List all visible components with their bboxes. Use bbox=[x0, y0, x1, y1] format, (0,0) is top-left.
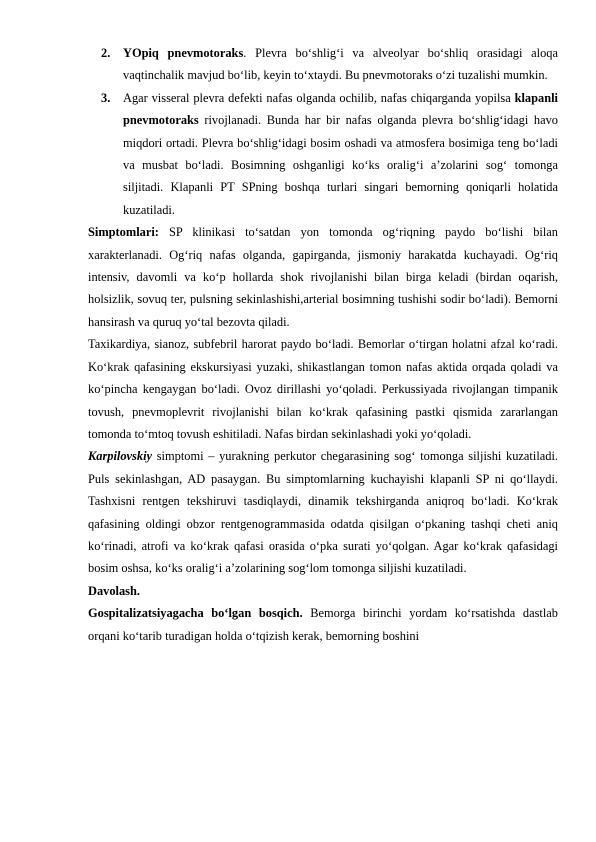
list-paragraph bbox=[123, 87, 558, 221]
hospital-text: Bemorga birinchi yordam ko‘rsatishda dastlab orqani ko‘tarib turadigan holda o‘tqizish kerak, bemorning boshini bbox=[88, 606, 559, 643]
karpilovskiy-term: Karpilovskiy bbox=[88, 449, 153, 464]
symptoms-paragraph bbox=[88, 221, 558, 333]
term-klapanli-pnevmotoraks: klapanli pnevmotoraks bbox=[123, 90, 558, 128]
list-number: 2. bbox=[101, 46, 111, 60]
list-paragraph bbox=[123, 42, 558, 87]
document-page bbox=[88, 42, 558, 647]
hospital-paragraph bbox=[88, 602, 558, 647]
list-item-yopiq bbox=[88, 42, 558, 87]
list-item-klapanli bbox=[88, 87, 558, 221]
list-text-pre: Agar visseral plevra defekti nafas olganda ochilib, nafas chiqarganda yopilsa bbox=[123, 90, 515, 105]
karpilovskiy-paragraph bbox=[88, 445, 558, 579]
treatment-heading: Davolash. bbox=[88, 583, 140, 598]
list-number: 3. bbox=[101, 90, 111, 105]
list-text: . Plevra bo‘shlig‘i va alveolyar bo‘shliq orasidagi aloqa vaqtinchalik mavjud bo‘lib, keyin to‘xtaydi. Bu pnevmotoraks o‘zi tuzalishi mumkin. bbox=[123, 46, 558, 83]
body-paragraph: Taxikardiya, sianoz, subfebril harorat paydo bo‘ladi. Bemorlar o‘tirgan holatni afzal ko‘radi. Ko‘krak qafasining ekskursiyasi yuzaki, shikastlangan tomon nafas aktida orqada qoladi va ko‘pincha kengaygan bo‘ladi. Ovoz dirillashi yo‘qoladi. Perkussiyada rivojlangan timpanik tovush, pnevmoplevrit rivojlanishi bilan ko‘krak qafasining pastki qismida zararlangan tomonda to‘mtoq tovush eshitiladi. Nafas birdan sekinlashadi yoki yo‘qoladi. bbox=[88, 337, 558, 441]
term-yopiq-pnevmotoraks: YOpiq pnevmotoraks bbox=[123, 46, 244, 60]
symptoms-heading: Simptomlari: bbox=[88, 225, 159, 240]
list-text: rivojlanadi. Bunda har bir nafas olganda plevra bo‘shlig‘idagi havo miqdori ortadi. Plevra bo‘shlig‘idagi bosim oshadi va atmosfera bosimiga teng bo‘ladi va musbat bo‘ladi. Bosimning oshganligi ko‘ks oralig‘i a’zolarini sog‘ tomonga siljitadi. Klapanli PT SPning boshqa turlari singari bemorning qoniqarli holatida kuzatiladi. bbox=[123, 113, 558, 217]
karpilovskiy-text: simptomi – yurakning perkutor chegarasining sog‘ tomonga siljishi kuzatiladi. Puls sekinlashgan, AD pasaygan. Bu simptomlarning kuchayishi klapanli SP ni qo‘llaydi. Tashxisni rentgen tekshiruvi tasdiqlaydi, dinamik tekshirganda aniqroq bo‘ladi. Ko‘krak qafasining oldingi obzor rentgenogrammasida odatda qisilgan o‘pkaning tashqi cheti aniq ko‘rinadi, atrofi va ko‘krak qafasi orasida o‘pka surati yo‘qolgan. Agar ko‘krak qafasidagi bosim oshsa, ko‘ks oralig‘i a’zolarining sog‘lom tomonga siljishi kuzatiladi. bbox=[88, 449, 558, 576]
hospital-heading: Gospitalizatsiyagacha bo‘lgan bosqich. bbox=[88, 606, 303, 621]
symptoms-text: SP klinikasi to‘satdan yon tomonda og‘riqning paydo bo‘lishi bilan xarakterlanadi. Og‘riq nafas olganda, gapirganda, jismoniy harakatda kuchayadi. Og‘riq intensiv, davomli va ko‘p hollarda shok rivojlanishi bilan birga keladi (birdan oqarish, holsizlik, sovuq ter, pulsning sekinlashishi,arterial bosimning tushishi sodir bo‘ladi). Bemorni hansirash va quruq yo‘tal bezovta qiladi. bbox=[88, 225, 558, 329]
